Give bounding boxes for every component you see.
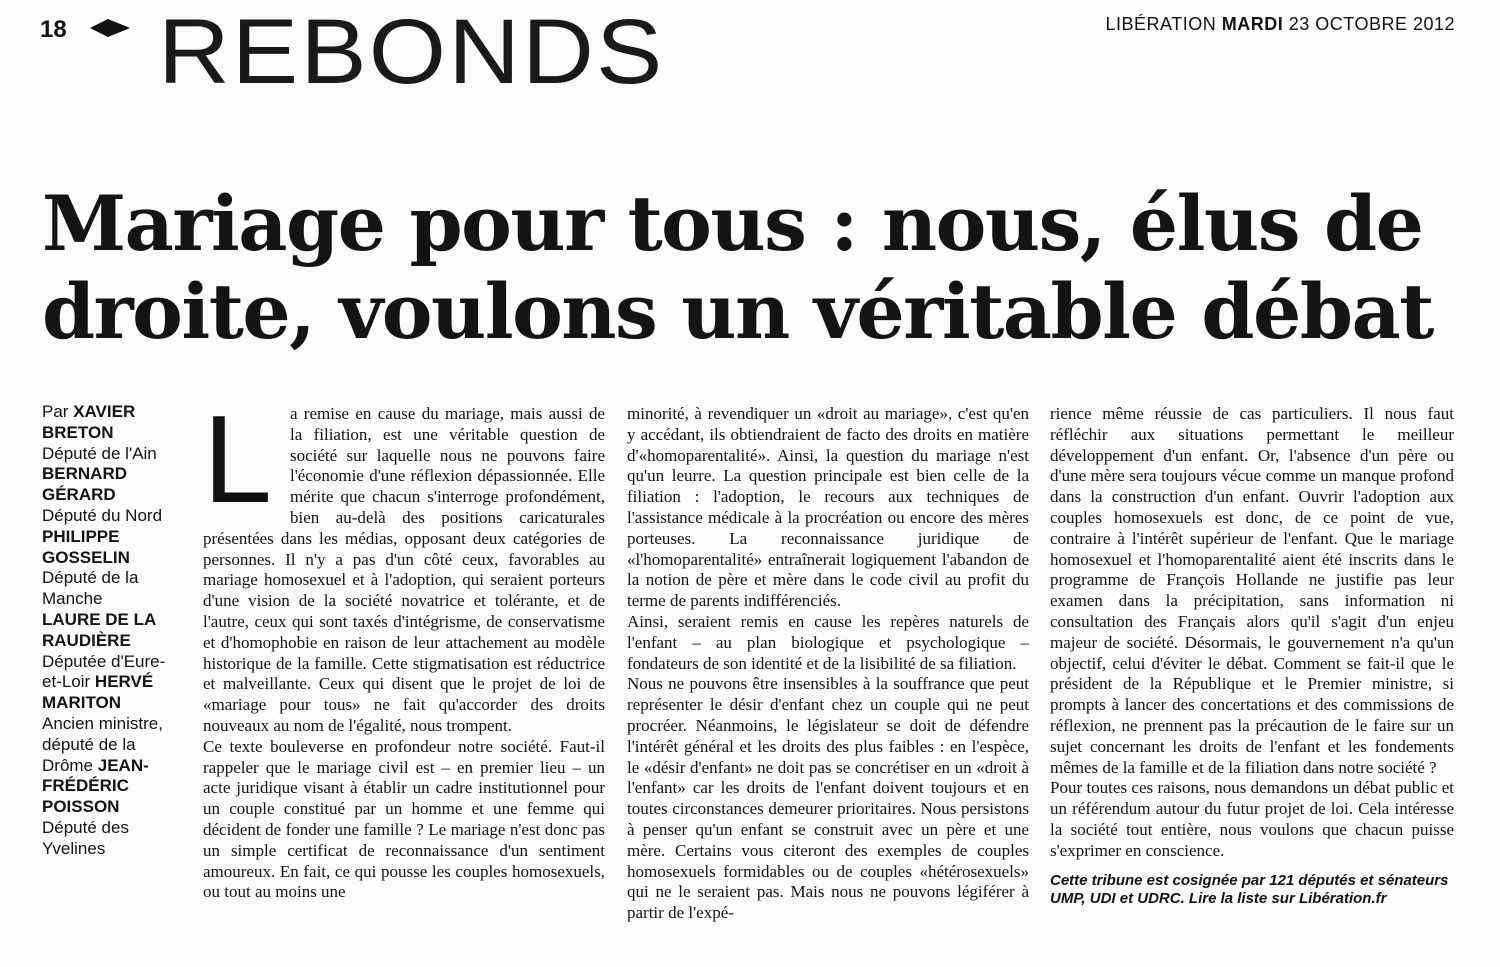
section-title: REBONDS — [158, 1, 665, 103]
article-footnote: Cette tribune est cosignée par 121 députés et sénateurs UMP, UDI et UDRC. Lire la liste sur Libération.fr — [1050, 871, 1449, 907]
author-role: Ancien ministre, député de la Drôme — [42, 713, 163, 775]
author-name: HERVÉ MARITON — [42, 672, 154, 713]
author-role: Député des Yvelines — [42, 817, 129, 858]
diamond-arrow-icon — [90, 19, 130, 37]
page-number: 18 — [40, 16, 67, 43]
author-role: Député de la Manche — [42, 568, 139, 609]
publication-date: 23 OCTOBRE 2012 — [1288, 14, 1455, 34]
article-paragraph: Ainsi, seraient remis en cause les repères naturels de l'enfant – au plan biologique et psychologique – fondateurs de son identité et de la lisibilité de sa filiation. — [627, 611, 1029, 673]
article-column-2 — [627, 404, 1029, 924]
author-name: PHILIPPE GOSSELIN — [42, 526, 130, 567]
article-paragraph: rience même réussie de cas particuliers. Il nous faut réfléchir aux situations permettant le meilleur développement d'un enfant. Or, l'absence d'un père ou d'une mère sera toujours vécue comme un manque profond dans la construction d'un enfant. Ouvrir l'adoption aux couples homosexuels est donc, de ce point de vue, contraire à l'intérêt supérieur de l'enfant. Que le mariage homosexuel et l'homoparentalité aient été inscrits dans le programme de François Hollande ne justifie pas leur examen dans la précipitation, sans information ni consultation des Français alors qu'il s'agit d'un enjeu majeur de société. Désormais, le gouvernement n'a qu'un objectif, celui d'éviter le débat. Comment se fait-il que le président de la République et le Premier ministre, si prompts à lancer des concertations et des commissions de réflexion, ne prennent pas la précaution de le faire sur un sujet concernant les droits de l'enfant et les fondements mêmes de la famille et de la filiation dans notre société ? — [1050, 404, 1454, 777]
article-paragraph: minorité, à revendiquer un «droit au mariage», c'est qu'en y accédant, ils obtiendraient de facto des droits en matière d'«homoparentalité». Ainsi, la question du mariage n'est qu'un leurre. La question principale est bien celle de la filiation : l'adoption, le recours aux techniques de l'assistance médicale à la procréation ou encore des mères porteuses. La reconnaissance juridique de «l'homoparentalité» entraînerait logiquement l'abandon de la notion de père et mère dans le code civil au profit du terme de parents indifférenciés. — [627, 404, 1029, 611]
article-headline: Mariage pour tous : nous, élus de droite, voulons un véritable débat — [42, 179, 1433, 356]
author-name: LAURE DE LA RAUDIÈRE — [42, 609, 156, 650]
article-column-1 — [203, 391, 605, 903]
author-name: XAVIER BRETON — [42, 402, 136, 442]
author-name: JEAN-FRÉDÉRIC POISSON — [42, 755, 149, 817]
article-paragraph: Ce texte bouleverse en profondeur notre société. Faut-il rappeler que le mariage civil est – en premier lieu – un acte juridique visant à établir un cadre institutionnel pour un couple constitué par un homme et une femme qui décident de fonder une famille ? Le mariage n'est donc pas un simple certificat de reconnaissance d'un sentiment amoureux. En fait, ce qui pousse les couples homosexuels, ou tout au moins une — [203, 736, 605, 902]
author-role: Député de l'Ain — [42, 443, 157, 463]
article-column-3 — [1050, 404, 1454, 908]
author-byline — [42, 402, 177, 860]
page-header — [40, 1, 1455, 108]
author-name: BERNARD GÉRARD — [42, 464, 127, 505]
publication-info — [1106, 14, 1455, 35]
article-paragraph: Pour toutes ces raisons, nous demandons un débat public et un référendum autour du futur projet de loi. Cela intéresse la société tout entière, nous voulons que chacun puisse s'exprimer en conscience. — [1050, 778, 1454, 860]
author-role: Députée d'Eure-et-Loir — [42, 651, 166, 692]
drop-cap: L — [203, 391, 272, 529]
article-paragraph — [203, 391, 605, 737]
publication-day: MARDI — [1221, 14, 1284, 34]
article-paragraph: Nous ne pouvons être insensibles à la souffrance que peut représenter le désir d'enfant chez un couple qui ne peut procréer. Néanmoins, le législateur se doit de défendre l'intérêt général et les droits des plus faibles : en l'espèce, le «désir d'enfant» ne doit pas se concrétiser en un «droit à l'enfant» car les droits de l'enfant doivent toujours et en toutes circonstances demeurer prioritaires. Nous persistons à penser qu'un enfant se construit avec un père et une mère. Certains vous citeront des exemples de couples homosexuels formidables ou de couples «hétérosexuels» qui ne le seraient pas. Mais nous ne pouvons légiférer à partir de l'expé- — [627, 674, 1029, 923]
paragraph-text: a remise en cause du mariage, mais aussi de la filiation, est une véritable question de société sur laquelle nous ne pouvons faire l'économie d'une réflexion dépassionnée. Elle mérite que chacun s'interroge profondément, bien au-delà des positions caricaturales présentées dans les médias, opposant deux catégories de personnes. Il n'y a pas d'un côté ceux, favorables au mariage homosexuel et à l'adoption, qui seraient porteurs d'une vision de la société novatrice et tolérante, et de l'autre, ceux qui sont taxés d'intégrisme, de conservatisme et d'homophobie en raison de leur attachement au modèle historique de la famille. Cette stigmatisation est réductrice et malveillante. Ceux qui disent que le projet de loi de «mariage pour tous» ne fait qu'accorder des droits nouveaux au nom de l'égalité, nous trompent. — [203, 404, 605, 735]
byline-prefix: Par — [42, 402, 69, 421]
publication-name: LIBÉRATION — [1105, 14, 1217, 34]
author-role: Député du Nord — [42, 505, 163, 525]
